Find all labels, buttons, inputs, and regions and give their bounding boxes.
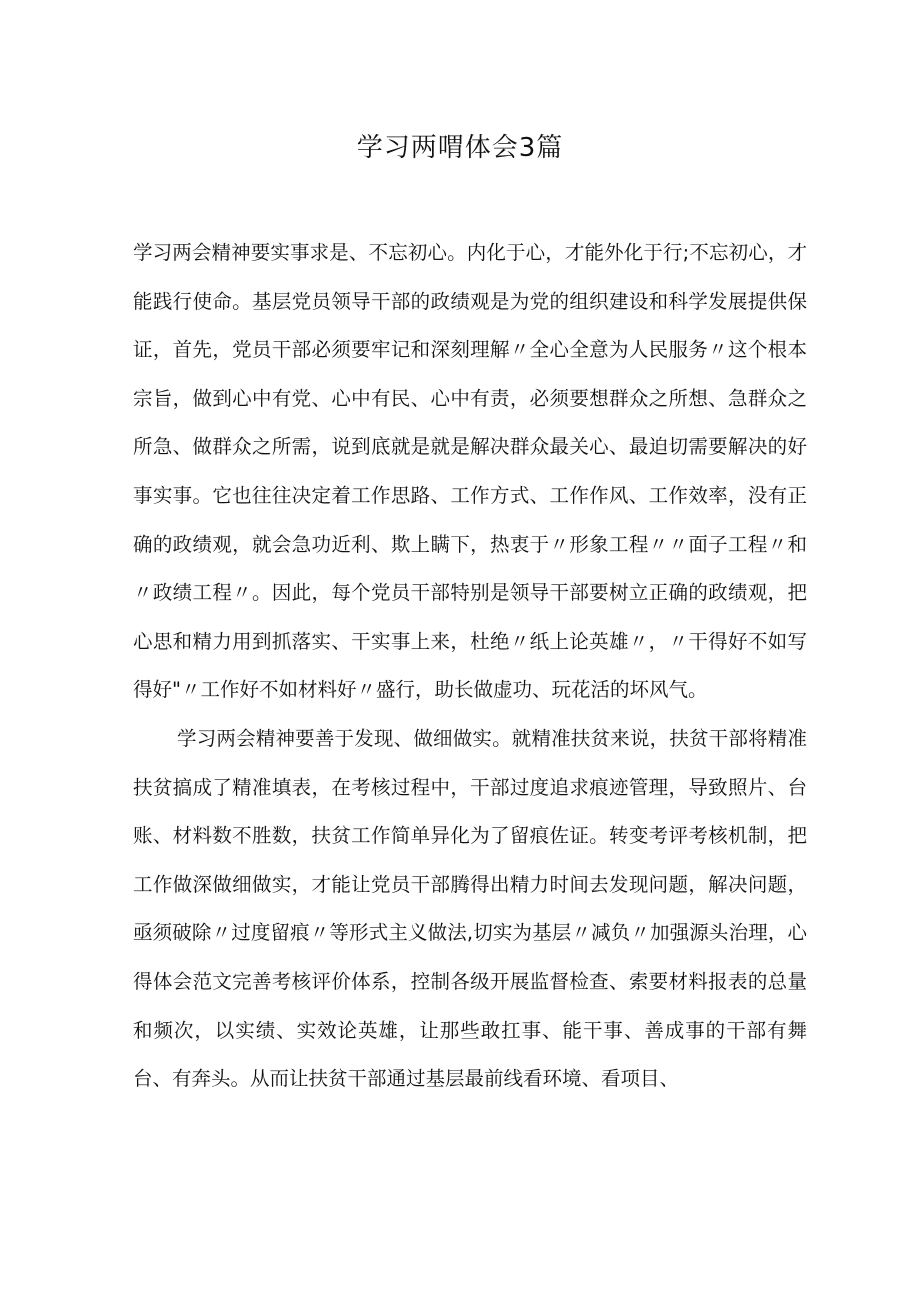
document-title: 学习两喟体会3篇 — [356, 133, 564, 163]
paragraph-2: 学习两会精神要善于发现、做细做实。就精准扶贫来说，扶贫干部将精准扶贫搞成了精准填表，在考核过程中，干部过度追求痕迹管理，导致照片、台账、材料数不胜数，扶贫工作简单异化为了留痕佐证。转变考评考核机制，把工作做深做细做实，才能让党员干部腾得出精力时间去发现问题，解决问题，亟须破除〃过度留痕〃等形式主义做法,切实为基层〃减负〃加强源头治理，心得体会范文完善考核评价体系，控制各级开展监督检查、索要材料报表的总量和频次，以实绩、实效论英雄，让那些敢扛事、能干事、善成事的干部有舞台、有奔头。从而让扶贫干部通过基层最前线看环境、看项目、 — [133, 726, 807, 1091]
document-body — [133, 229, 807, 1104]
paragraph-1: 学习两会精神要实事求是、不忘初心。内化于心，才能外化于行;不忘初心，才能践行使命。基层党员领导干部的政绩观是为党的组织建设和科学发展提供保证，首先，党员干部必须要牢记和深刻理解〃全心全意为人民服务〃这个根本宗旨，做到心中有党、心中有民、心中有责，必须要想群众之所想、急群众之所急、做群众之所需，说到底就是就是解决群众最关心、最迫切需要解决的好事实事。它也往往决定着工作思路、工作方式、工作作风、工作效率，没有正确的政绩观，就会急功近利、欺上瞒下，热衷于〃形象工程〃〃面子工程〃和〃政绩工程〃。因此，每个党员干部特别是领导干部要树立正确的政绩观，把心思和精力用到抓落实、干实事上来，杜绝〃纸上论英雄〃，〃干得好不如写得好"〃工作好不如材料好〃盛行，助长做虚功、玩花活的坏风气。 — [133, 241, 807, 702]
